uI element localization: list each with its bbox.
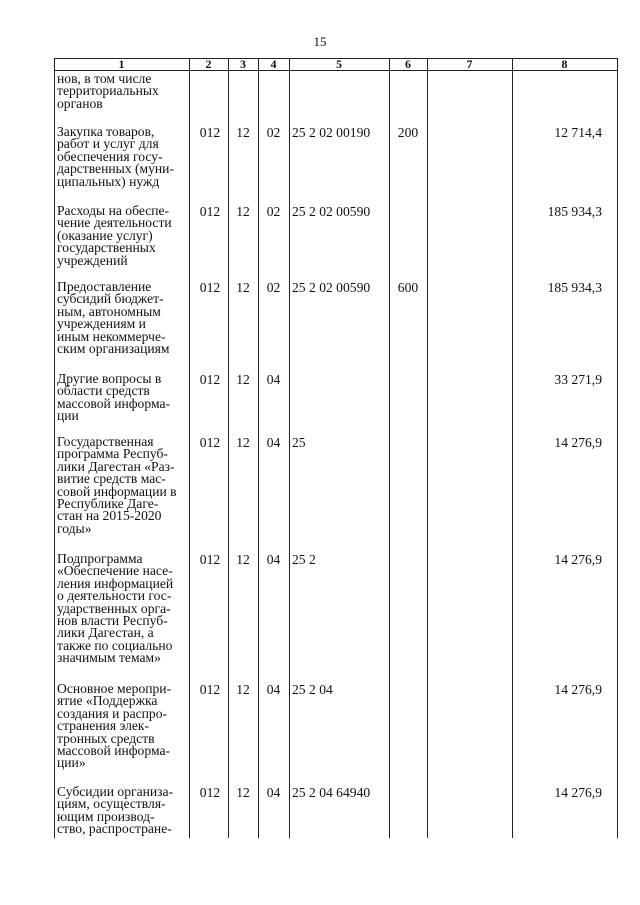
cell-section: 12 xyxy=(236,372,250,387)
cell-amount: 185 934,3 xyxy=(547,204,602,219)
cell-section: 12 xyxy=(236,552,250,567)
cell-subsection: 04 xyxy=(266,682,281,697)
header-cell-7: 7 xyxy=(466,57,473,71)
cell-subsection: 02 xyxy=(266,204,281,219)
row-description: Другие вопросы в области средств массовой информа- ции xyxy=(57,371,171,424)
cell-section: 12 xyxy=(236,785,250,800)
cell-amount: 12 714,4 xyxy=(554,125,602,140)
row-description: Закупка товаров, работ и услуг для обеспечения госу- дарственных (муни- ципальных) нужд xyxy=(57,124,174,189)
cell-subsection: 04 xyxy=(266,435,281,450)
cell-subsection: 02 xyxy=(266,125,281,140)
cell-target-code: 25 2 02 00590 xyxy=(292,204,371,219)
cell-amount: 14 276,9 xyxy=(554,785,602,800)
cell-target-code: 25 2 04 64940 xyxy=(292,785,371,800)
cell-target-code: 25 2 02 00190 xyxy=(292,125,371,140)
cell-ministry-code: 012 xyxy=(199,125,221,140)
cell-section: 12 xyxy=(236,435,250,450)
cell-amount: 33 271,9 xyxy=(554,372,602,387)
cell-subsection: 02 xyxy=(266,280,281,295)
column-separator xyxy=(289,58,290,838)
cell-ministry-code: 012 xyxy=(199,204,221,219)
cell-amount: 14 276,9 xyxy=(554,682,602,697)
header-cell-1: 1 xyxy=(118,57,125,71)
cell-ministry-code: 012 xyxy=(199,682,221,697)
cell-target-code: 25 xyxy=(292,435,306,450)
cell-ministry-code: 012 xyxy=(199,280,221,295)
row-description: Подпрограмма «Обеспечение насе- ления информацией о деятельности гос- ударственных орга- нов власти Респуб- лики Дагестан, а также по социально значимым темам» xyxy=(57,551,174,666)
cell-ministry-code: 012 xyxy=(199,372,221,387)
row-description: Предоставление субсидий бюджет- ным, автономным учреждениям и иным некоммерче- ским организациям xyxy=(57,279,170,357)
cell-subsection: 04 xyxy=(266,372,281,387)
cell-target-code: 25 2 xyxy=(292,552,316,567)
header-cell-8: 8 xyxy=(561,57,568,71)
header-cell-4: 4 xyxy=(270,57,277,71)
cell-target-code: 25 2 02 00590 xyxy=(292,280,371,295)
column-separator xyxy=(427,58,428,838)
cell-expense-type: 600 xyxy=(397,280,419,295)
cell-section: 12 xyxy=(236,280,250,295)
cell-section: 12 xyxy=(236,204,250,219)
row-description: нов, в том числе территориальных органов xyxy=(57,71,159,111)
cell-ministry-code: 012 xyxy=(199,552,221,567)
cell-target-code: 25 2 04 xyxy=(292,682,333,697)
header-cell-6: 6 xyxy=(405,57,411,71)
cell-amount: 14 276,9 xyxy=(554,435,602,450)
row-description: Основное меропри- ятие «Поддержка создания и распро- странения элек- тронных средств массовой информа- ции» xyxy=(57,681,172,771)
header-cell-2: 2 xyxy=(205,57,212,71)
cell-ministry-code: 012 xyxy=(199,435,221,450)
row-description: Государственная программа Респуб- лики Дагестан «Раз- витие средств мас- совой информации в Республике Даге- стан на 2015-2020 годы» xyxy=(57,434,177,536)
cell-section: 12 xyxy=(236,682,250,697)
column-separator xyxy=(617,58,618,838)
column-separator xyxy=(54,58,55,838)
page-number: 15 xyxy=(313,34,327,49)
cell-expense-type: 200 xyxy=(397,125,419,140)
header-cell-5: 5 xyxy=(336,57,342,71)
cell-ministry-code: 012 xyxy=(199,785,221,800)
cell-subsection: 04 xyxy=(266,785,281,800)
row-description: Субсидии организа- циям, осуществля- ющим производ- ство, распростране- xyxy=(57,784,174,837)
row-description: Расходы на обеспе- чение деятельности (оказание услуг) государственных учреждений xyxy=(57,203,172,268)
cell-subsection: 04 xyxy=(266,552,281,567)
header-cell-3: 3 xyxy=(240,57,246,71)
cell-amount: 185 934,3 xyxy=(547,280,602,295)
cell-section: 12 xyxy=(236,125,250,140)
column-separator xyxy=(189,58,190,838)
cell-amount: 14 276,9 xyxy=(554,552,602,567)
